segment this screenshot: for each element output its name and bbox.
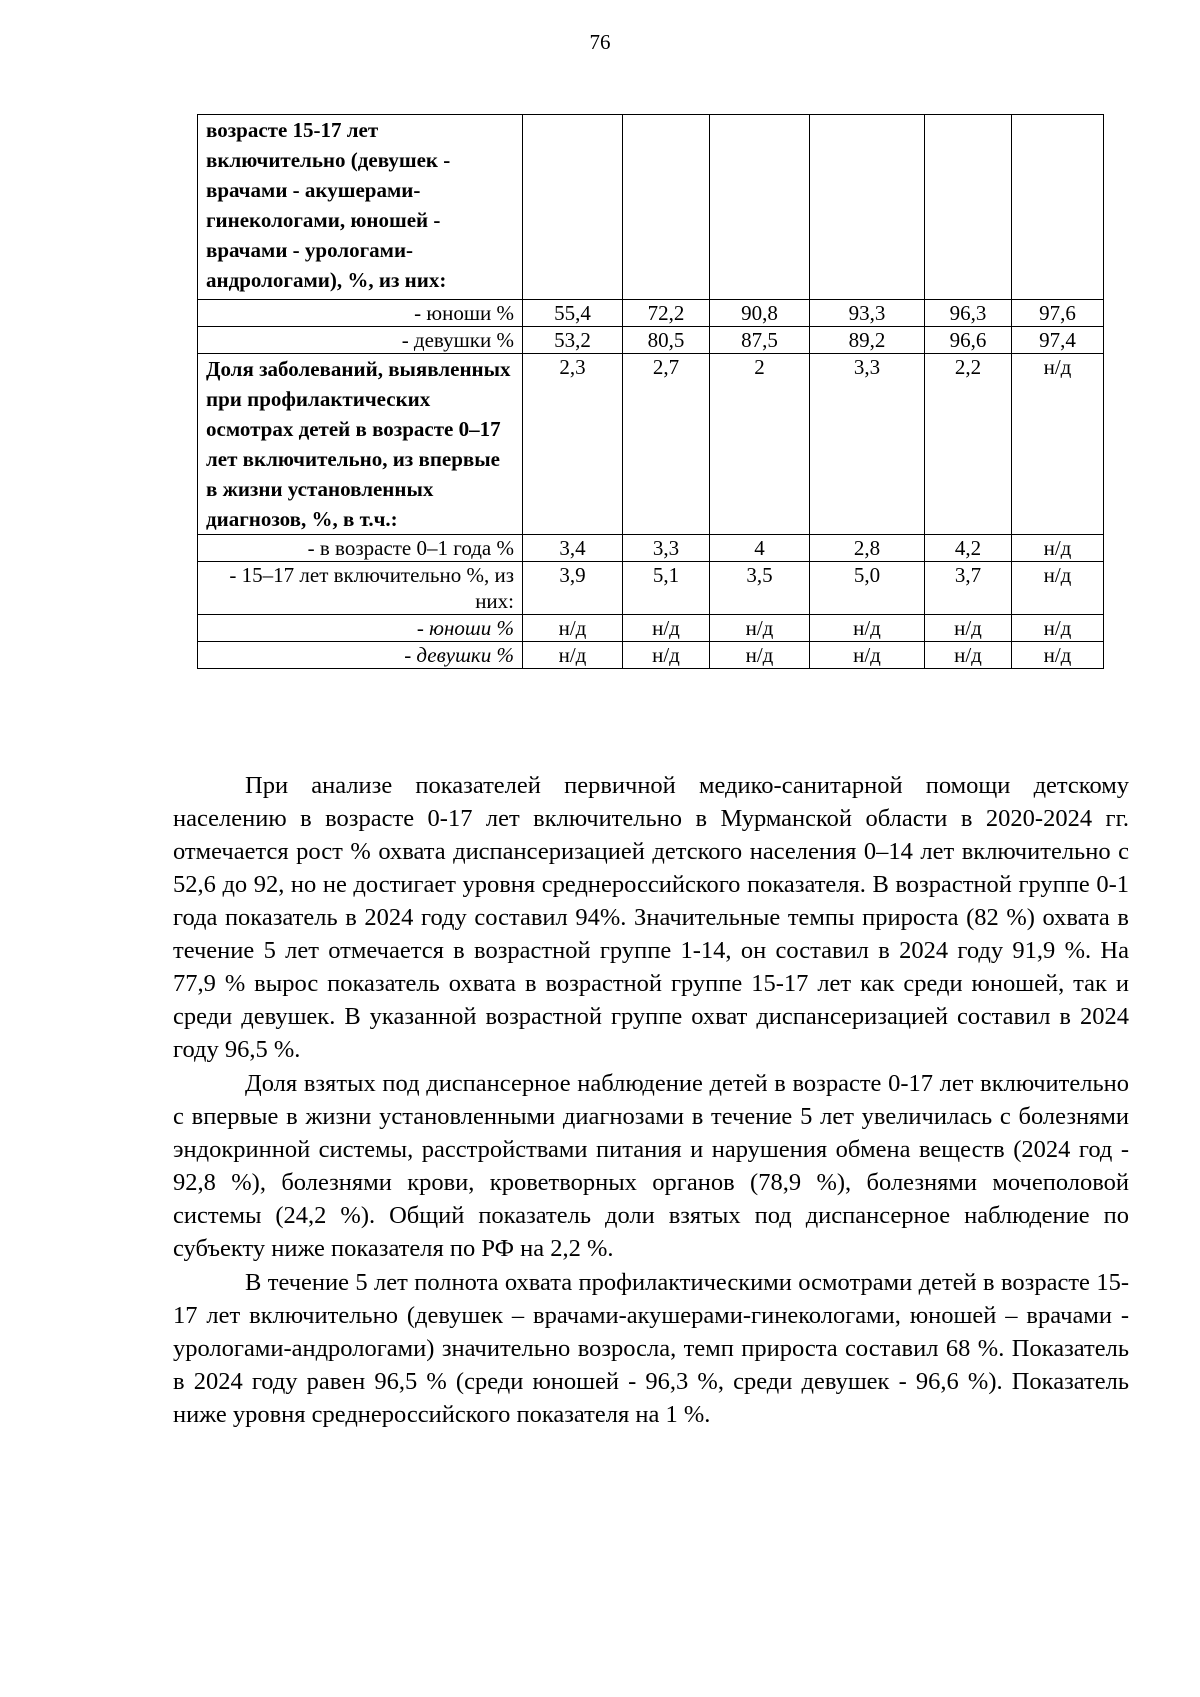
- table-row: [198, 327, 1104, 354]
- table-row: [198, 535, 1104, 562]
- table-cell: н/д: [710, 615, 810, 642]
- table-cell: н/д: [523, 642, 623, 669]
- table-cell: 3,9: [523, 562, 623, 615]
- row-label: - 15–17 лет включительно %, из них:: [198, 562, 523, 615]
- table-row: [198, 354, 1104, 535]
- row-label: - девушки %: [198, 642, 523, 669]
- table-cell: н/д: [925, 642, 1012, 669]
- paragraph: В течение 5 лет полнота охвата профилактическими осмотрами детей в возрасте 15-17 лет включительно (девушек – врачами-акушерами-гинекологами, юношей – врачами - урологами-андрологами) значительно возросла, темп прироста составил 68 %. Показатель в 2024 году равен 96,5 % (среди юношей - 96,3 %, среди девушек - 96,6 %). Показатель ниже уровня среднероссийского показателя на 1 %.: [173, 1269, 1129, 1428]
- table-row: [198, 115, 1104, 300]
- table-cell: 3,7: [925, 562, 1012, 615]
- table-cell: 4: [710, 535, 810, 562]
- table-cell: н/д: [1012, 354, 1104, 535]
- table-cell: н/д: [1012, 535, 1104, 562]
- table-cell: 80,5: [623, 327, 710, 354]
- table-row: [198, 642, 1104, 669]
- table-cell: 87,5: [710, 327, 810, 354]
- table-cell: 2,2: [925, 354, 1012, 535]
- table-cell: 97,4: [1012, 327, 1104, 354]
- table-cell: 93,3: [810, 300, 925, 327]
- table-cell: 53,2: [523, 327, 623, 354]
- row-label: - юноши %: [198, 300, 523, 327]
- indicator-label: возрасте 15-17 лет включительно (девушек - врачами - акушерами-гинекологами, юношей - врачами - урологами-андрологами), %, из них:: [198, 115, 523, 300]
- table-cell: 2,3: [523, 354, 623, 535]
- table-cell: 3,3: [810, 354, 925, 535]
- table-cell: 4,2: [925, 535, 1012, 562]
- table-cell: н/д: [810, 642, 925, 669]
- table-cell: н/д: [810, 615, 925, 642]
- table-cell: 96,6: [925, 327, 1012, 354]
- table-cell: н/д: [523, 615, 623, 642]
- row-label: - девушки %: [198, 327, 523, 354]
- page-number: 76: [589, 30, 611, 54]
- table-cell: 2,8: [810, 535, 925, 562]
- indicator-label: Доля заболеваний, выявленных при профилактических осмотрах детей в возрасте 0–17 лет включительно, из впервые в жизни установленных диагнозов, %, в т.ч.:: [198, 354, 523, 535]
- table-cell: 55,4: [523, 300, 623, 327]
- table-cell: н/д: [925, 615, 1012, 642]
- table-cell: 3,5: [710, 562, 810, 615]
- table-cell: н/д: [710, 642, 810, 669]
- row-label: - юноши %: [198, 615, 523, 642]
- body-text: [173, 769, 1129, 1432]
- table-row: [198, 615, 1104, 642]
- table-cell: н/д: [623, 642, 710, 669]
- table-cell: н/д: [1012, 615, 1104, 642]
- table-cell: 5,0: [810, 562, 925, 615]
- table-cell: н/д: [623, 615, 710, 642]
- table-cell: н/д: [1012, 642, 1104, 669]
- table-cell: 90,8: [710, 300, 810, 327]
- statistics-table: [197, 114, 1104, 669]
- table-cell: 96,3: [925, 300, 1012, 327]
- row-label: - в возрасте 0–1 года %: [198, 535, 523, 562]
- paragraph: При анализе показателей первичной медико-санитарной помощи детскому населению в возрасте 0-17 лет включительно в Мурманской области в 2020-2024 гг. отмечается рост % охвата диспансеризацией детского населения 0–14 лет включительно с 52,6 до 92, но не достигает уровня среднероссийского показателя. В возрастной группе 0-1 года показатель в 2024 году составил 94%. Значительные темпы прироста (82 %) охвата в течение 5 лет отмечается в возрастной группе 1-14, он составил в 2024 году 91,9 %. На 77,9 % вырос показатель охвата в возрастной группе 15-17 лет как среди юношей, так и среди девушек. В указанной возрастной группе охват диспансеризацией составил в 2024 году 96,5 %.: [173, 772, 1129, 1063]
- table-cell: н/д: [1012, 562, 1104, 615]
- paragraph: Доля взятых под диспансерное наблюдение детей в возрасте 0-17 лет включительно с впервые в жизни установленными диагнозами в течение 5 лет увеличилась с болезнями эндокринной системы, расстройствами питания и нарушения обмена веществ (2024 год - 92,8 %), болезнями крови, кроветворных органов (78,9 %), болезнями мочеполовой системы (24,2 %). Общий показатель доли взятых под диспансерное наблюдение по субъекту ниже показателя по РФ на 2,2 %.: [173, 1070, 1129, 1262]
- table-cell: 72,2: [623, 300, 710, 327]
- table-cell: 89,2: [810, 327, 925, 354]
- table-row: [198, 562, 1104, 615]
- table-cell: 3,4: [523, 535, 623, 562]
- table-cell: 5,1: [623, 562, 710, 615]
- table-row: [198, 300, 1104, 327]
- table-cell: 3,3: [623, 535, 710, 562]
- table-cell: 2,7: [623, 354, 710, 535]
- table-cell: 97,6: [1012, 300, 1104, 327]
- table-cell: 2: [710, 354, 810, 535]
